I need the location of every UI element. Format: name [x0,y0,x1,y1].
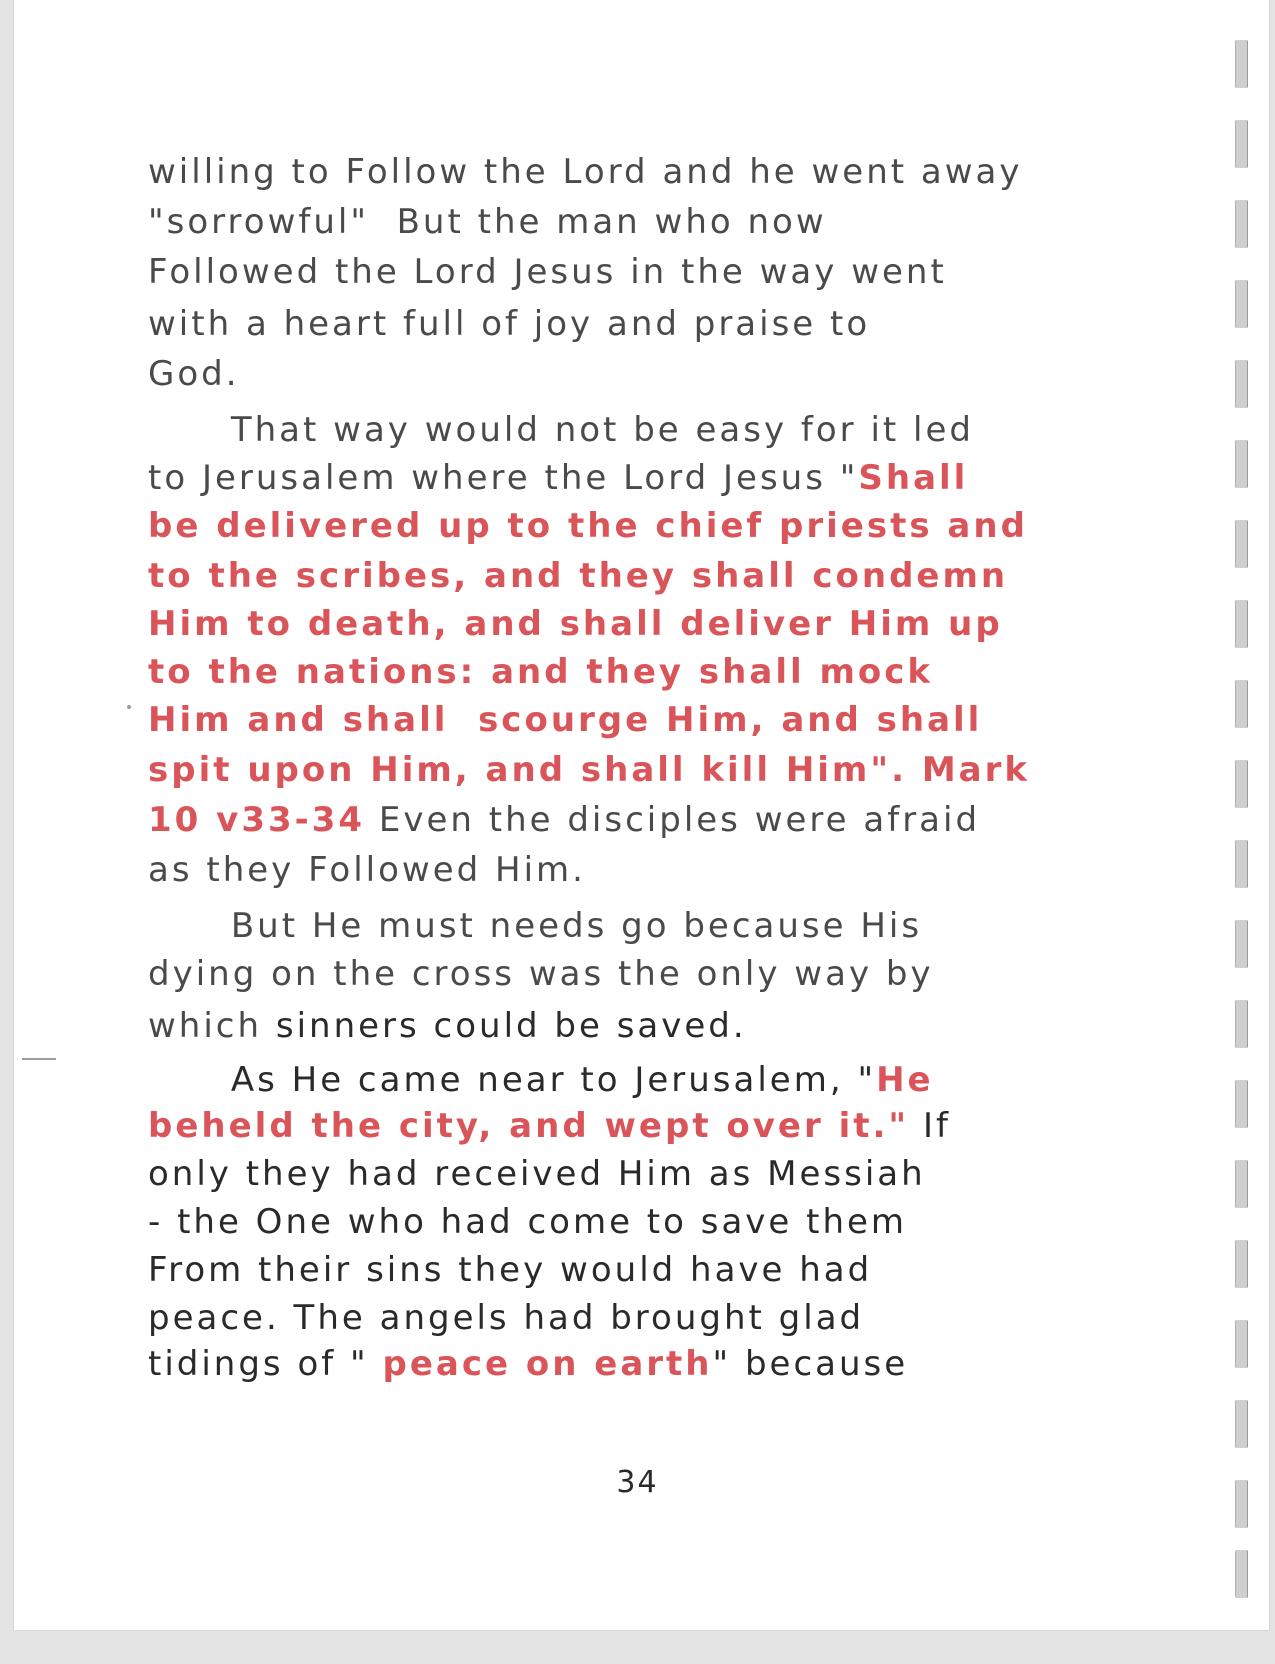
narrative-text: - the One who had come to save them [148,1202,908,1242]
binding-ring [1235,840,1248,888]
text-line [148,300,870,348]
text-line [148,1198,907,1246]
scripture-quote: be delivered up to the chief priests and [148,506,1028,546]
text-line [148,746,1030,794]
text-line [148,552,1008,600]
scripture-quote: to the nations: and they shall mock [148,652,934,692]
narrative-text: God. [148,354,240,394]
narrative-text: sinners could be saved. [275,1006,747,1046]
margin-mark [22,1058,56,1060]
narrative-text: Even the disciples were afraid [365,800,981,840]
narrative-text: peace. The angels had brought glad [148,1298,865,1338]
binding-ring [1235,760,1248,808]
text-line [148,198,827,246]
scripture-quote: peace on earth [382,1344,713,1384]
text-line [148,696,982,744]
narrative-text: That way would not be easy for it led [148,410,974,450]
binding-ring [1235,440,1248,488]
text-line [148,1246,872,1294]
binding-ring [1235,600,1248,648]
narrative-text: " because [712,1344,909,1384]
narrative-text: From their sins they would have had [148,1250,873,1290]
binding-ring [1235,360,1248,408]
scripture-quote: 10 v33-34 [148,800,366,840]
binding-ring [1235,1550,1248,1598]
text-line [148,1340,908,1388]
scripture-quote: to the scribes, and they shall condemn [148,556,1009,596]
text-line [148,950,934,998]
binding-ring [1235,920,1248,968]
binding-ring [1235,40,1248,88]
narrative-text: with a heart full of joy and praise to [148,304,871,344]
scripture-quote: He [876,1060,934,1100]
text-line [148,248,947,296]
page-number: 34 [616,1465,659,1500]
text-line [148,1002,747,1050]
narrative-text: tidings of " [148,1344,383,1384]
binding-ring [1235,280,1248,328]
narrative-text: only they had received Him as Messiah [148,1154,926,1194]
binding-ring [1235,200,1248,248]
scripture-quote: Him to death, and shall deliver Him up [148,604,1003,644]
scripture-quote: beheld the city, and wept over it." [148,1106,910,1146]
narrative-text: Followed the Lord Jesus in the way went [148,252,947,292]
binding-ring [1235,1160,1248,1208]
narrative-text: But He must needs go because His [148,906,923,946]
narrative-text: "sorrowful" But the man who now [148,202,827,242]
binding-ring [1235,1000,1248,1048]
text-line [148,600,1003,648]
text-line [148,1150,926,1198]
binding-ring [1235,680,1248,728]
narrative-text: which [148,1006,276,1046]
text-line [148,148,1023,196]
margin-dot [127,705,131,709]
text-line [148,406,974,454]
binding-ring [1235,120,1248,168]
text-line [148,846,586,894]
text-line [148,902,922,950]
narrative-text: willing to Follow the Lord and he went away [148,152,1023,192]
binding-ring [1235,1240,1248,1288]
narrative-text: to Jerusalem where the Lord Jesus " [148,458,859,498]
binding-ring [1235,1400,1248,1448]
narrative-text: As He came near to Jerusalem, " [148,1060,877,1100]
binding-ring [1235,1320,1248,1368]
text-line [148,1102,951,1150]
spiral-binding [1235,40,1249,1580]
scripture-quote: Shall [858,458,969,498]
narrative-text: as they Followed Him. [148,850,586,890]
text-line [148,648,933,696]
binding-ring [1235,520,1248,568]
text-line [148,350,240,398]
text-line [148,502,1028,550]
scripture-quote: spit upon Him, and shall kill Him". Mark [148,750,1030,790]
text-line [148,454,968,502]
text-line [148,796,980,844]
binding-ring [1235,1080,1248,1128]
text-line [148,1294,864,1342]
narrative-text: dying on the cross was the only way by [148,954,934,994]
narrative-text: If [909,1106,951,1146]
text-line [148,1056,934,1104]
scripture-quote: Him and shall scourge Him, and shall [148,700,983,740]
